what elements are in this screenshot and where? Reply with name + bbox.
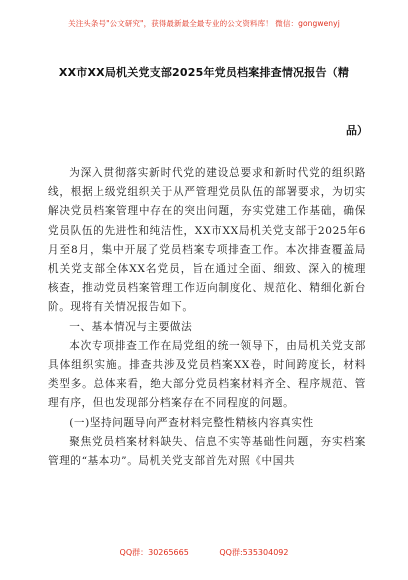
document-title-continuation: 品）	[346, 124, 368, 137]
paragraph-intro: 为深入贯彻落实新时代党的建设总要求和新时代党的组织路线，根据上级党组织关于从严管理党员队伍的部署要求，为切实解决党员档案管理中存在的突出问题，夯实党建工作基础，确保党员队伍的先进性和纯洁性，XX市XX局机关党支部于2025年6月至8月，集中开展了党员档案专项排查工作。本次排查覆盖局机关党支部全体XX名党员，旨在通过全面、细致、深入的梳理核查，推动党员档案管理工作迈向制度化、规范化、精细化新台阶。现将有关情况报告如下。	[48, 167, 366, 314]
header-banner: 关注头条号"公文研究"，获得最新最全最专业的公文资料库！ 微信：gongwenyj	[68, 19, 340, 28]
document-title: XX市XX局机关党支部2025年党员档案排查情况报告（精	[58, 66, 350, 79]
paragraph-focus: 聚焦党员档案材料缺失、信息不实等基础性问题，夯实档案管理的“基本功”。局机关党支部首先对照《中国共	[48, 435, 366, 468]
document-body	[48, 164, 366, 471]
footer-qq-group-1: QQ群：30265665	[119, 548, 189, 557]
subsection-heading: (一)坚持问题导向严查材料完整性精核内容真实性	[69, 416, 314, 429]
footer	[0, 547, 408, 558]
section-heading: 一、基本情况与主要做法	[69, 320, 193, 333]
footer-qq-group-2: QQ群:535304092	[219, 548, 289, 557]
paragraph-basic-situation: 本次专项排查工作在局党组的统一领导下，由局机关党支部具体组织实施。排查共涉及党员档案XX卷，时间跨度长，材料类型多。总体来看，绝大部分党员档案材料齐全、程序规范、管理有序，但也发现部分档案存在不同程度的问题。	[48, 339, 366, 410]
